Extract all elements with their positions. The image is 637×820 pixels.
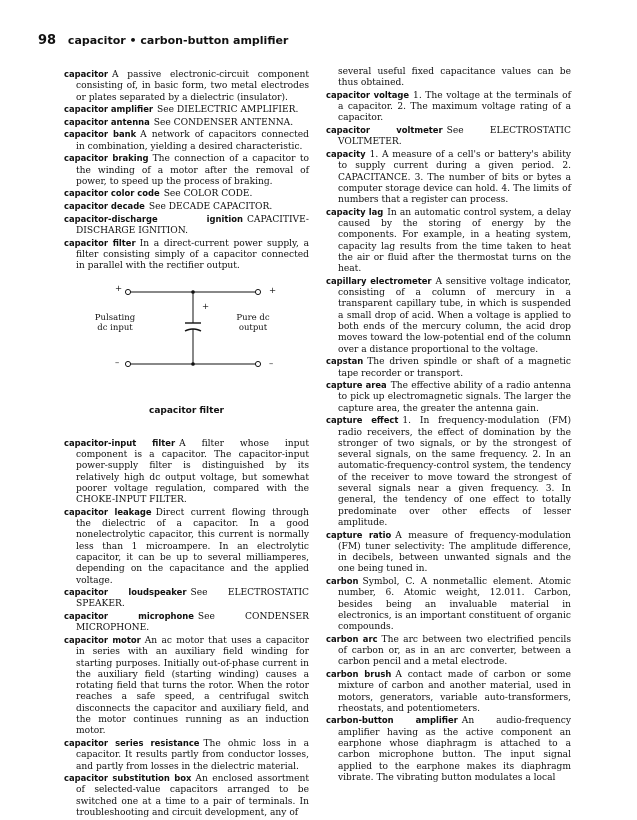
page-number: 98: [38, 33, 57, 48]
dictionary-entry: [64, 201, 309, 213]
entry-definition: The arc between two electrified pencils of carbon or, as in an arc converter, between a carbon pencil and a metal electrode.: [338, 634, 572, 668]
entry-definition: An ac motor that uses a capacitor in series with an auxiliary field winding for starting purposes. Initially out-of-phase current in the auxiliary field (starting winding) causes a rotating field that turns the rotor. When the rotor reaches a safe speed, a centrifugal switch disconnects the capacitor and auxiliary field, and the motor continues running as an induction motor.: [76, 635, 309, 737]
continued-text: several useful fixed capacitance values can be thus obtained.: [338, 67, 571, 89]
entry-definition: CAPACITIVE-DISCHARGE IGNITION.: [76, 214, 309, 236]
entry-term: capacity lag: [326, 206, 384, 217]
header-title: capacitor • carbon-button amplifier: [67, 34, 289, 47]
entry-term: capacitor filter: [64, 237, 136, 248]
output-plus-sign: +: [269, 286, 277, 297]
entry-term: carbon brush: [326, 669, 392, 679]
entry-term: capillary electrometer: [326, 275, 432, 286]
dictionary-entry: [64, 635, 309, 738]
input-minus-sign: –: [115, 358, 120, 369]
entry-term: capacitor decade: [64, 201, 145, 212]
entry-definition: The connection of a capacitor to the winding of a motor after the removal of power, to speed up the process of braking.: [76, 154, 309, 187]
dictionary-entry: [326, 380, 571, 415]
entry-term: capacitor microphone: [64, 611, 194, 622]
entry-term: capacitor substitution box: [64, 773, 192, 784]
entry-definition: See DECADE CAPACITOR.: [148, 202, 273, 213]
dictionary-entry: [326, 576, 571, 633]
entry-term: capacitor braking: [64, 153, 149, 164]
output-terminal-negative: [256, 362, 261, 367]
entry-term: capacitor bank: [64, 129, 137, 140]
entry-term: capture effect: [326, 415, 399, 426]
dictionary-entry: [326, 276, 571, 356]
entry-definition: See CONDENSER ANTENNA.: [153, 117, 294, 128]
dictionary-entry: [326, 149, 571, 206]
entry-term: capacitor-discharge ignition: [64, 213, 243, 224]
capacitor-filter-schematic: [64, 282, 309, 402]
dictionary-entry: [326, 634, 571, 669]
entry-definition: See CONDENSER MICROPHONE.: [76, 612, 309, 634]
dictionary-entry: [326, 125, 571, 149]
entry-definition: See DIELECTRIC AMPLIFIER.: [157, 105, 299, 116]
entry-term: capacitor voltmeter: [326, 125, 443, 136]
entry-definition: A sensitive voltage indicator, consisting of a column of mercury in a transparent capillary tube, in which is suspended a small drop of acid. When a voltage is applied to both ends of the mercury column, the acid drop moves toward the low-potential end of the column over a distance proportional to the voltage.: [338, 276, 571, 355]
dictionary-entry: [64, 153, 309, 188]
entry-definition: See COLOR CODE.: [163, 189, 253, 200]
entry-definition: In an automatic control system, a delay caused by the storing of energy by the components. For example, in a heating system, capacity lag results from the time taken to heat the air or fluid after the thermostat turns on the heat.: [338, 207, 571, 275]
entry-term: capacitor leakage: [64, 506, 152, 517]
dictionary-entry: [64, 188, 309, 200]
entry-term: capacitor-input filter: [64, 437, 176, 448]
dictionary-entry: [64, 611, 309, 635]
entry-definition: The effective ability of a radio antenna to pick up electromagnetic signals. The larger the capture area, the greater the antenna gain.: [338, 381, 571, 414]
entry-definition: 1. In frequency-modulation (FM) radio receivers, the effect of domination by the stronger of two signals, or by the strongest of several signals, on the same frequency. 2. In an automatic-frequency-control system, the tendency of the receiver to move toward the strongest of several signals near a given frequency. 3. In general, the tendency of one effect to totally predominate over other effects of lesser amplitude.: [338, 416, 571, 528]
entry-term: capacitor: [64, 69, 108, 79]
left-entries-top: [64, 69, 309, 272]
dictionary-entry: [326, 669, 571, 715]
dictionary-entry: [64, 69, 309, 104]
dictionary-entry: [326, 715, 571, 784]
capacitor-filter-figure: [64, 282, 309, 402]
output-minus-sign: –: [269, 359, 274, 370]
entry-definition: A contact made of carbon or some mixture of carbon and another material, used in motors, generators, variable auto-transformers, rheostats, and potentiometers.: [338, 670, 571, 714]
entry-term: capacitor amplifier: [64, 104, 154, 115]
entry-definition: 1. A measure of a cell's or battery's ability to supply current during a given period. 2. CAPACITANCE. 3. The number of bits or bytes a computer storage device can hold. 4. The limits of numbers that a register can process.: [338, 149, 571, 206]
entry-definition: See ELECTROSTATIC SPEAKER.: [76, 588, 309, 610]
right-entries: [326, 90, 571, 784]
dictionary-entry: [64, 214, 309, 238]
input-plus-sign: +: [115, 284, 123, 295]
junction-top: [191, 291, 195, 295]
dictionary-entry: [64, 738, 309, 773]
right-column: [326, 67, 571, 785]
dictionary-entry: [326, 90, 571, 125]
entry-term: capture area: [326, 380, 387, 391]
entry-term: capacitor motor: [64, 634, 141, 645]
dictionary-entry: [64, 773, 309, 819]
entry-term: capacitor antenna: [64, 116, 150, 127]
input-label: Pulsating dc input: [94, 313, 136, 334]
entry-definition: 1. The voltage at the terminals of a capacitor. 2. The maximum voltage rating of a capacitor.: [338, 90, 571, 124]
junction-bottom: [191, 363, 195, 367]
input-terminal-positive: [126, 290, 131, 295]
dictionary-entry: [326, 530, 571, 576]
entry-term: capacitor color code: [64, 188, 160, 199]
entry-definition: A passive electronic-circuit component consisting of, in basic form, two metal electrodes or plates separated by a dielectric (insulator).: [76, 70, 309, 103]
dictionary-entry: [64, 238, 309, 273]
entry-definition: An enclosed assortment of selected-value capacitors arranged to be switched one at a time to a pair of terminals. In troubleshooting and circuit development, any of: [76, 774, 309, 818]
dictionary-entry: [326, 415, 571, 529]
dictionary-entry: [64, 117, 309, 129]
dictionary-entry: [64, 129, 309, 153]
entry-definition: A filter whose input component is a capacitor. The capacitor-input power-supply filter is distinguished by its relatively high dc output voltage, but somewhat poorer voltage regulation, compared with the CHOKE-INPUT FILTER.: [76, 438, 309, 506]
entry-term: capacitor loudspeaker: [64, 587, 187, 598]
entry-term: capacity: [326, 148, 366, 159]
entry-definition: The driven spindle or shaft of a magnetic tape recorder or transport.: [338, 357, 571, 379]
dictionary-entry: [326, 207, 571, 276]
input-terminal-negative: [126, 362, 131, 367]
left-entries-bottom: [64, 438, 309, 820]
dictionary-entry: [64, 104, 309, 116]
entry-term: carbon arc: [326, 633, 378, 644]
figure-caption: capacitor filter: [148, 406, 224, 417]
entry-term: carbon-button amplifier: [326, 715, 458, 726]
dictionary-entry: [64, 438, 309, 507]
capacitor-plus-sign: +: [202, 302, 210, 313]
dictionary-entry: [64, 587, 309, 611]
entry-definition: See ELECTROSTATIC VOLTMETER.: [338, 126, 571, 148]
left-column: [64, 69, 309, 820]
entry-definition: A network of capacitors connected in combination, yielding a desired characteristic.: [76, 130, 309, 152]
entry-definition: A measure of frequency-modulation (FM) tuner selectivity: The amplitude difference, in decibels, between unwanted signals and the one being tuned in.: [338, 530, 571, 575]
entry-definition: The ohmic loss in a capacitor. It results partly from conductor losses, and partly from losses in the dielectric material.: [76, 738, 309, 772]
entry-definition: An audio-frequency amplifier having as the active component an earphone whose diaphragm is attached to a carbon microphone button. The input signal applied to the earphone makes its diaphragm vibrate. The vibrating button modulates a local: [338, 716, 571, 783]
running-header: [38, 33, 288, 48]
entry-term: capture ratio: [326, 529, 392, 540]
output-label: Pure dc output: [236, 313, 270, 334]
entry-definition: In a direct-current power supply, a filter consisting simply of a capacitor connected in parallel with the rectifier output.: [76, 238, 310, 272]
entry-term: carbon: [326, 576, 359, 587]
entry-definition: Symbol, C. A nonmetallic element. Atomic number, 6. Atomic weight, 12.011. Carbon, besides being an invaluable material in electronics, is an important constituent of organic compounds.: [338, 577, 571, 633]
entry-term: capacitor series resistance: [64, 737, 200, 748]
dictionary-entry: [326, 356, 571, 380]
dictionary-entry: [64, 507, 309, 587]
entry-term: capstan: [326, 356, 364, 367]
entry-definition: Direct current flowing through the dielectric of a capacitor. In a good nonelectrolytic capacitor, this current is normally less than 1 microampere. In an electrolytic capacitor, it can be up to several milliamperes, depending on the capacitance and the applied voltage.: [76, 507, 310, 586]
output-terminal-positive: [256, 290, 261, 295]
entry-term: capacitor voltage: [326, 89, 410, 100]
